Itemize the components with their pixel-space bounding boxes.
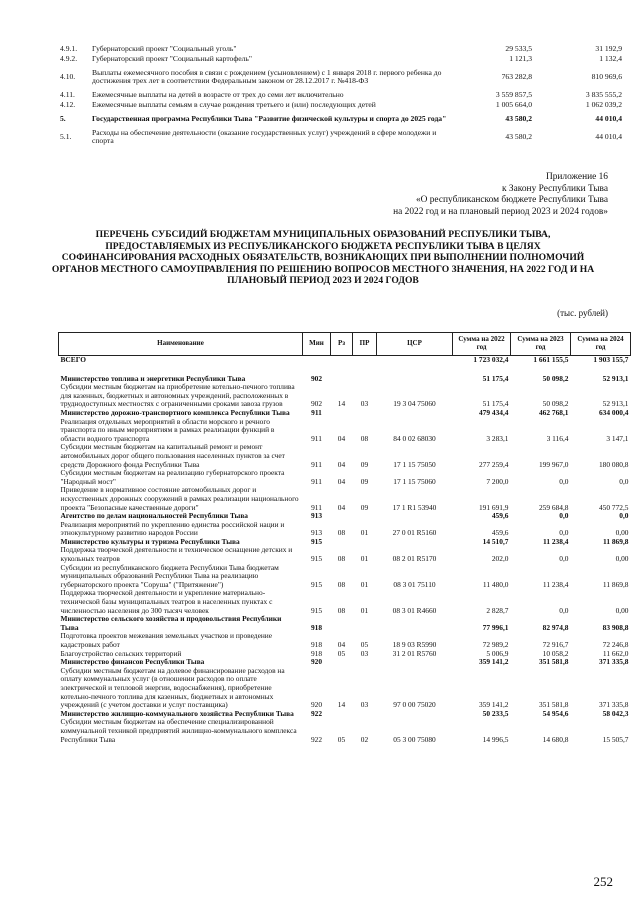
header-sum-2024: Сумма на 2024 год: [571, 333, 631, 356]
cell-min: 911: [311, 476, 322, 486]
row-description: Государственная программа Республики Тыва "Развитие физической культуры и спорта до 2025 года": [92, 113, 447, 123]
appendix-line: Приложение 16: [545, 172, 608, 182]
cell-s2023: 11 238,4: [542, 579, 569, 589]
cell-name: Министерство сельского хозяйства и продовольствия Республики Тыва: [60, 614, 282, 632]
cell-pr: [353, 356, 377, 365]
cell-s2022: 14 510,7: [482, 536, 509, 546]
cell-s2024: 11 869,8: [602, 579, 629, 589]
cell-s2022: 51 175,4: [482, 373, 509, 383]
cell-s2024: 371 335,8: [598, 657, 629, 667]
cell-pr: 03: [360, 700, 369, 710]
cell-s2022: 72 989,2: [482, 640, 509, 649]
row-value-2022: 43 580,2: [505, 131, 532, 141]
cell-rz: 08: [337, 554, 346, 564]
cell-min: [303, 356, 331, 365]
row-description: Ежемесячные выплаты семьям в случае рождения третьего и (или) последующих детей: [92, 99, 376, 109]
cell-pr: [353, 409, 377, 418]
row-number: 4.9.2.: [60, 53, 78, 63]
table-row: [59, 486, 631, 512]
cell-s2024: 11 662,0: [602, 648, 629, 658]
cell-min: 920: [310, 700, 323, 710]
cell-csr: 18 9 03 R5990: [392, 640, 437, 649]
cell-pr: 02: [360, 734, 369, 744]
cell-pr: [353, 615, 377, 632]
cell-rz: [331, 538, 353, 547]
cell-pr: [353, 512, 377, 521]
cell-s2022: 51 175,4: [482, 399, 509, 409]
cell-s2024: 58 042,3: [602, 708, 629, 718]
cell-csr: [377, 409, 453, 418]
header-min: Мин: [303, 333, 331, 356]
cell-s2024: 0,00: [615, 605, 629, 615]
continuation-table: [58, 44, 624, 146]
cell-name: Министерство дорожно-транспортного комплекса Республики Тыва: [60, 407, 290, 417]
cell-s2024: 371 335,8: [598, 700, 629, 710]
cell-rz: [331, 356, 353, 365]
table-row: [59, 718, 631, 744]
page-number: 252: [593, 874, 613, 889]
cell-s2023: 462 768,1: [538, 407, 569, 417]
cell-pr: [353, 538, 377, 547]
table-row: [59, 615, 631, 632]
table-row: [59, 365, 631, 384]
cell-csr: 08 2 01 R5170: [392, 554, 437, 564]
cell-min: 915: [310, 605, 323, 615]
table-row: [59, 667, 631, 710]
row-number: 4.11.: [60, 89, 75, 99]
cell-csr: [377, 710, 453, 719]
cell-s2023: 0,0: [559, 511, 569, 521]
cell-name: Поддержка творческой деятельности и укрепление материально-технической базы муниципальных театров в населенных пунктах с численностью населения до 300 тысяч человек: [60, 588, 273, 615]
cell-s2023: 50 098,2: [542, 373, 569, 383]
cell-pr: 08: [360, 433, 369, 443]
cell-csr: 97 0 00 75020: [393, 700, 436, 710]
cell-s2024: 180 080,8: [598, 459, 629, 469]
cell-name: Подготовка проектов межевания земельных участков и проведение кадастровых работ: [60, 631, 273, 649]
cell-min: 920: [310, 657, 323, 667]
cell-s2023: 259 684,8: [538, 502, 569, 512]
cell-s2022: 3 283,1: [486, 433, 509, 443]
cell-min: 915: [310, 536, 323, 546]
cell-name: ВСЕГО: [60, 355, 86, 364]
cell-rz: 08: [337, 579, 346, 589]
row-value-2023: 44 010,4: [595, 113, 622, 123]
cell-min: 918: [310, 640, 323, 649]
row-number: 4.12.: [60, 99, 76, 109]
cell-s2024: 52 913,1: [602, 399, 629, 409]
cell-s2024: 0,00: [615, 554, 629, 564]
header-sum-2023: Сумма на 2023 год: [511, 333, 571, 356]
document-title: ПЕРЕЧЕНЬ СУБСИДИЙ БЮДЖЕТАМ МУНИЦИПАЛЬНЫХ ОБРАЗОВАНИЙ РЕСПУБЛИКИ ТЫВА, ПРЕДОСТАВЛЯЕМЫХ ИЗ РЕСПУБЛИКАНСКОГО БЮДЖЕТА РЕСПУБЛИКИ ТЫВА В ЦЕЛЯХ СОФИНАНСИРОВАНИЯ РАСХОДНЫХ ОБЯЗАТЕЛЬСТВ, ВОЗНИКАЮЩИХ ПРИ ВЫПОЛНЕНИИ ПОЛНОМОЧИЙ ОРГАНОВ МЕСТНОГО САМОУПРАВЛЕНИЯ ПО РЕШЕНИЮ ВОПРОСОВ МЕСТНОГО ЗНАЧЕНИЯ, НА 2022 ГОД И НА ПЛАНОВЫЙ ПЕРИОД 2023 И 2024 ГОДОВ: [51, 229, 595, 287]
cell-rz: 05: [337, 734, 346, 744]
cell-s2023: 50 098,2: [542, 399, 569, 409]
row-number: 4.9.1.: [60, 43, 78, 53]
cell-min: 922: [310, 708, 323, 718]
cell-name: Приведение в нормативное состояние автомобильных дорог и искусственных дорожных сооружений в рамках реализации национального проекта "Безопасные качественные дороги": [60, 485, 299, 512]
cell-s2022: 359 141,2: [478, 657, 509, 667]
row-value-2023: 44 010,4: [595, 131, 622, 141]
cell-csr: 05 3 00 75080: [393, 734, 436, 744]
cell-rz: 08: [337, 528, 346, 538]
row-description: Губернаторский проект "Социальный уголь": [92, 43, 237, 53]
cell-csr: 27 0 01 R5160: [392, 528, 437, 538]
row-value-2022: 29 533,5: [505, 43, 532, 53]
cell-s2022: 1 723 032,4: [473, 355, 509, 364]
row-value-2022: 3 559 857,5: [495, 89, 532, 99]
cell-name: Субсидии из республиканского бюджета Республики Тыва бюджетам муниципальных образований Республики Тыва на реализацию губернаторского проекта "Соруша" ("Притяжение"): [60, 562, 279, 589]
continuation-row: [58, 64, 624, 90]
cell-s2023: 72 916,7: [542, 640, 569, 649]
cell-name: Реализация мероприятий по укреплению единства российской нации и этнокультурному развитию народов России: [60, 519, 285, 538]
cell-rz: [331, 365, 353, 384]
cell-min: 902: [310, 399, 323, 409]
cell-min: 911: [311, 502, 322, 512]
table-row: [59, 546, 631, 563]
cell-rz: 08: [337, 605, 346, 615]
cell-rz: [331, 512, 353, 521]
cell-s2023: 0,0: [559, 605, 569, 615]
cell-min: 911: [311, 459, 322, 469]
cell-s2022: 277 259,4: [478, 459, 509, 469]
cell-s2023: 351 581,8: [538, 700, 569, 710]
cell-min: 915: [310, 579, 323, 589]
cell-rz: 04: [337, 433, 346, 443]
table-row: [59, 469, 631, 486]
cell-s2023: 3 116,4: [546, 433, 569, 443]
cell-s2022: 479 434,4: [478, 407, 509, 417]
continuation-row: [58, 110, 624, 128]
cell-s2023: 11 238,4: [543, 536, 569, 546]
cell-s2024: 450 772,5: [598, 502, 629, 512]
cell-s2023: 0,0: [559, 528, 569, 538]
cell-s2022: 459,6: [491, 528, 509, 538]
cell-rz: [331, 615, 353, 632]
cell-name: Субсидии местным бюджетам на обеспечение специализированной коммунальной техникой предприятий жилищно-коммунального комплекса Республики Тыва: [60, 717, 297, 744]
appendix-line: на 2022 год и на плановый период 2023 и 2024 годов»: [393, 206, 608, 217]
cell-csr: 17 1 15 75060: [393, 476, 436, 486]
cell-csr: [377, 658, 453, 667]
cell-pr: 01: [360, 528, 369, 538]
cell-csr: [377, 512, 453, 521]
row-value-2022: 1 121,3: [509, 53, 532, 63]
appendix-caption: [393, 172, 608, 218]
cell-rz: [331, 658, 353, 667]
cell-csr: 17 1 R1 53940: [392, 502, 437, 512]
cell-name: Агентство по делам национальностей Республики Тыва: [60, 511, 249, 521]
cell-s2022: 77 996,1: [482, 622, 509, 632]
cell-s2023: 14 680,8: [542, 734, 569, 744]
row-description: Ежемесячные выплаты на детей в возрасте от трех до семи лет включительно: [92, 89, 344, 99]
cell-pr: 01: [360, 605, 369, 615]
cell-s2024: 11 869,8: [603, 536, 629, 546]
header-rz: Рз: [331, 333, 353, 356]
cell-s2023: 54 954,6: [542, 708, 569, 718]
cell-s2022: 359 141,2: [478, 700, 509, 710]
cell-rz: [331, 409, 353, 418]
cell-s2023: 199 967,0: [538, 459, 569, 469]
cell-s2024: 3 147,1: [606, 433, 629, 443]
cell-s2023: 351 581,8: [538, 657, 569, 667]
cell-s2022: 191 691,9: [478, 502, 509, 512]
cell-name: Поддержка творческой деятельности и техническое оснащение детских и кукольных театров: [60, 545, 293, 564]
cell-pr: 03: [360, 648, 369, 658]
cell-pr: 09: [360, 476, 369, 486]
cell-min: 911: [311, 407, 322, 417]
cell-s2022: 459,6: [491, 511, 509, 521]
cell-name: Министерство финансов Республики Тыва: [60, 657, 205, 667]
row-value-2023: 810 969,6: [591, 71, 622, 81]
cell-min: 913: [310, 511, 323, 521]
cell-csr: 84 0 02 68030: [393, 433, 436, 443]
continuation-row: [58, 44, 624, 54]
table-row: [59, 521, 631, 538]
cell-pr: 09: [360, 459, 369, 469]
cell-name: Министерство культуры и туризма Республики Тыва: [60, 536, 240, 546]
cell-min: 913: [310, 528, 323, 538]
row-description: Расходы на обеспечение деятельности (оказание государственных услуг) учреждений в сфере молодежи и спорта: [92, 127, 437, 145]
table-row: [59, 418, 631, 444]
cell-s2024: 0,0: [619, 511, 629, 521]
cell-s2022: 14 996,5: [482, 734, 509, 744]
cell-csr: 31 2 01 R5760: [392, 648, 437, 658]
cell-s2023: 10 058,2: [542, 648, 569, 658]
row-value-2023: 31 192,9: [595, 43, 622, 53]
cell-csr: [377, 365, 453, 384]
cell-s2022: 7 200,0: [486, 476, 509, 486]
row-value-2022: 1 005 664,0: [495, 99, 532, 109]
cell-csr: 08 3 01 75110: [393, 579, 436, 589]
cell-name: Субсидии местным бюджетам на капитальный ремонт и ремонт автомобильных дорог общего пользования населенных пунктов за счет средств Дорожного фонда Республики Тыва: [60, 442, 285, 469]
cell-rz: 05: [337, 648, 346, 658]
cell-csr: [377, 615, 453, 632]
cell-name: Реализация отдельных мероприятий в области морского и речного транспорта по иным мероприятиям в рамках реализации функций в области водного транспорта: [60, 416, 275, 443]
cell-csr: 19 3 04 75060: [393, 399, 436, 409]
appendix-line: к Закону Республики Тыва: [502, 183, 608, 194]
header-sum-2022: Сумма на 2022 год: [453, 333, 511, 356]
cell-s2024: 0,00: [615, 528, 629, 538]
cell-min: 922: [310, 734, 323, 744]
cell-min: 918: [310, 622, 323, 632]
cell-min: 902: [310, 373, 323, 383]
row-number: 4.10.: [60, 71, 76, 81]
table-row: [59, 632, 631, 649]
table-row: [59, 383, 631, 409]
row-value-2023: 1 132,4: [599, 53, 622, 63]
cell-s2022: 5 006,9: [486, 648, 509, 658]
cell-pr: 01: [360, 554, 369, 564]
cell-s2024: 83 908,8: [602, 622, 629, 632]
cell-min: 915: [310, 554, 323, 564]
cell-csr: [377, 538, 453, 547]
cell-rz: 04: [337, 476, 346, 486]
header-csr: ЦСР: [377, 333, 453, 356]
cell-min: 911: [311, 433, 322, 443]
cell-csr: 08 3 01 R4660: [392, 605, 437, 615]
cell-s2024: 1 903 155,7: [593, 355, 629, 364]
cell-pr: [353, 710, 377, 719]
table-row: [59, 356, 631, 365]
cell-s2022: 11 480,0: [482, 579, 509, 589]
row-number: 5.: [60, 113, 66, 123]
cell-name: Субсидии местным бюджетам на реализацию губернаторского проекта "Народный мост": [60, 468, 285, 486]
continuation-row: [58, 54, 624, 64]
row-description: Губернаторский проект "Социальный картофель": [92, 53, 252, 63]
cell-s2024: 72 246,8: [602, 640, 629, 649]
cell-pr: 01: [360, 579, 369, 589]
cell-name: Благоустройство сельских территорий: [60, 648, 182, 658]
cell-name: Министерство топлива и энергетики Республики Тыва: [60, 373, 246, 383]
row-value-2023: 3 835 555,2: [585, 89, 622, 99]
row-value-2022: 43 580,2: [505, 113, 532, 123]
cell-name: Субсидии местным бюджетам на долевое финансирование расходов на оплату коммунальных услуг (в отношении расходов по оплате электрической и тепловой энергии, водоснабжения), приобретение котельно-печного топлива для казенных, бюджетных и автономных учреждений (с учетом доставки и услуг поставщика): [60, 665, 285, 710]
cell-s2024: 15 505,7: [602, 734, 629, 744]
cell-s2023: 0,0: [559, 554, 569, 564]
cell-s2024: 634 000,4: [598, 407, 629, 417]
cell-s2023: 0,0: [559, 476, 569, 486]
table-row: [59, 564, 631, 590]
cell-s2024: 52 913,1: [602, 373, 629, 383]
cell-rz: [331, 710, 353, 719]
units-label: (тыс. рублей): [557, 308, 608, 318]
row-value-2022: 763 282,8: [501, 71, 532, 81]
cell-rz: 14: [337, 399, 346, 409]
cell-min: 918: [310, 648, 323, 658]
cell-pr: [353, 365, 377, 384]
cell-s2022: 2 828,7: [486, 605, 509, 615]
table-row: [59, 589, 631, 615]
cell-pr: 05: [360, 640, 369, 649]
appendix-line: «О республиканском бюджете Республики Тыва: [415, 195, 608, 206]
cell-csr: [377, 356, 453, 365]
continuation-row: [58, 90, 624, 100]
cell-pr: [353, 658, 377, 667]
continuation-row: [58, 100, 624, 110]
subsidies-table: [58, 332, 631, 744]
cell-pr: 09: [360, 502, 369, 512]
cell-s2023: 1 661 155,5: [533, 355, 569, 364]
header-pr: ПР: [353, 333, 377, 356]
cell-rz: 04: [337, 502, 346, 512]
cell-name: Министерство жилищно-коммунального хозяйства Республики Тыва: [60, 708, 294, 718]
table-header-row: [59, 333, 631, 356]
cell-rz: 04: [337, 640, 346, 649]
cell-rz: 14: [337, 700, 346, 710]
row-description: Выплаты ежемесячного пособия в связи с рождением (усыновлением) с 1 января 2018 г. первого ребенка до достижения трех лет в соответствии Федеральным законом от 28.12.2017 г. №418-ФЗ: [92, 67, 442, 85]
cell-s2024: 0,0: [619, 476, 629, 486]
cell-s2022: 202,0: [491, 554, 509, 564]
row-number: 5.1.: [60, 131, 72, 141]
table-row: [59, 443, 631, 469]
row-value-2023: 1 062 039,2: [585, 99, 622, 109]
cell-csr: 17 1 15 75050: [393, 459, 436, 469]
cell-s2023: 82 974,8: [542, 622, 569, 632]
cell-name: Субсидии местным бюджетам на приобретение котельно-печного топлива для казенных, бюджетных и автономных учреждений, расположенных в труднодоступных местностях с ограниченными сроками завоза грузов: [60, 382, 295, 409]
cell-s2022: 50 233,5: [482, 708, 509, 718]
continuation-row: [58, 128, 624, 146]
cell-pr: 03: [360, 399, 369, 409]
cell-rz: 04: [337, 459, 346, 469]
header-name: Наименование: [59, 333, 303, 356]
